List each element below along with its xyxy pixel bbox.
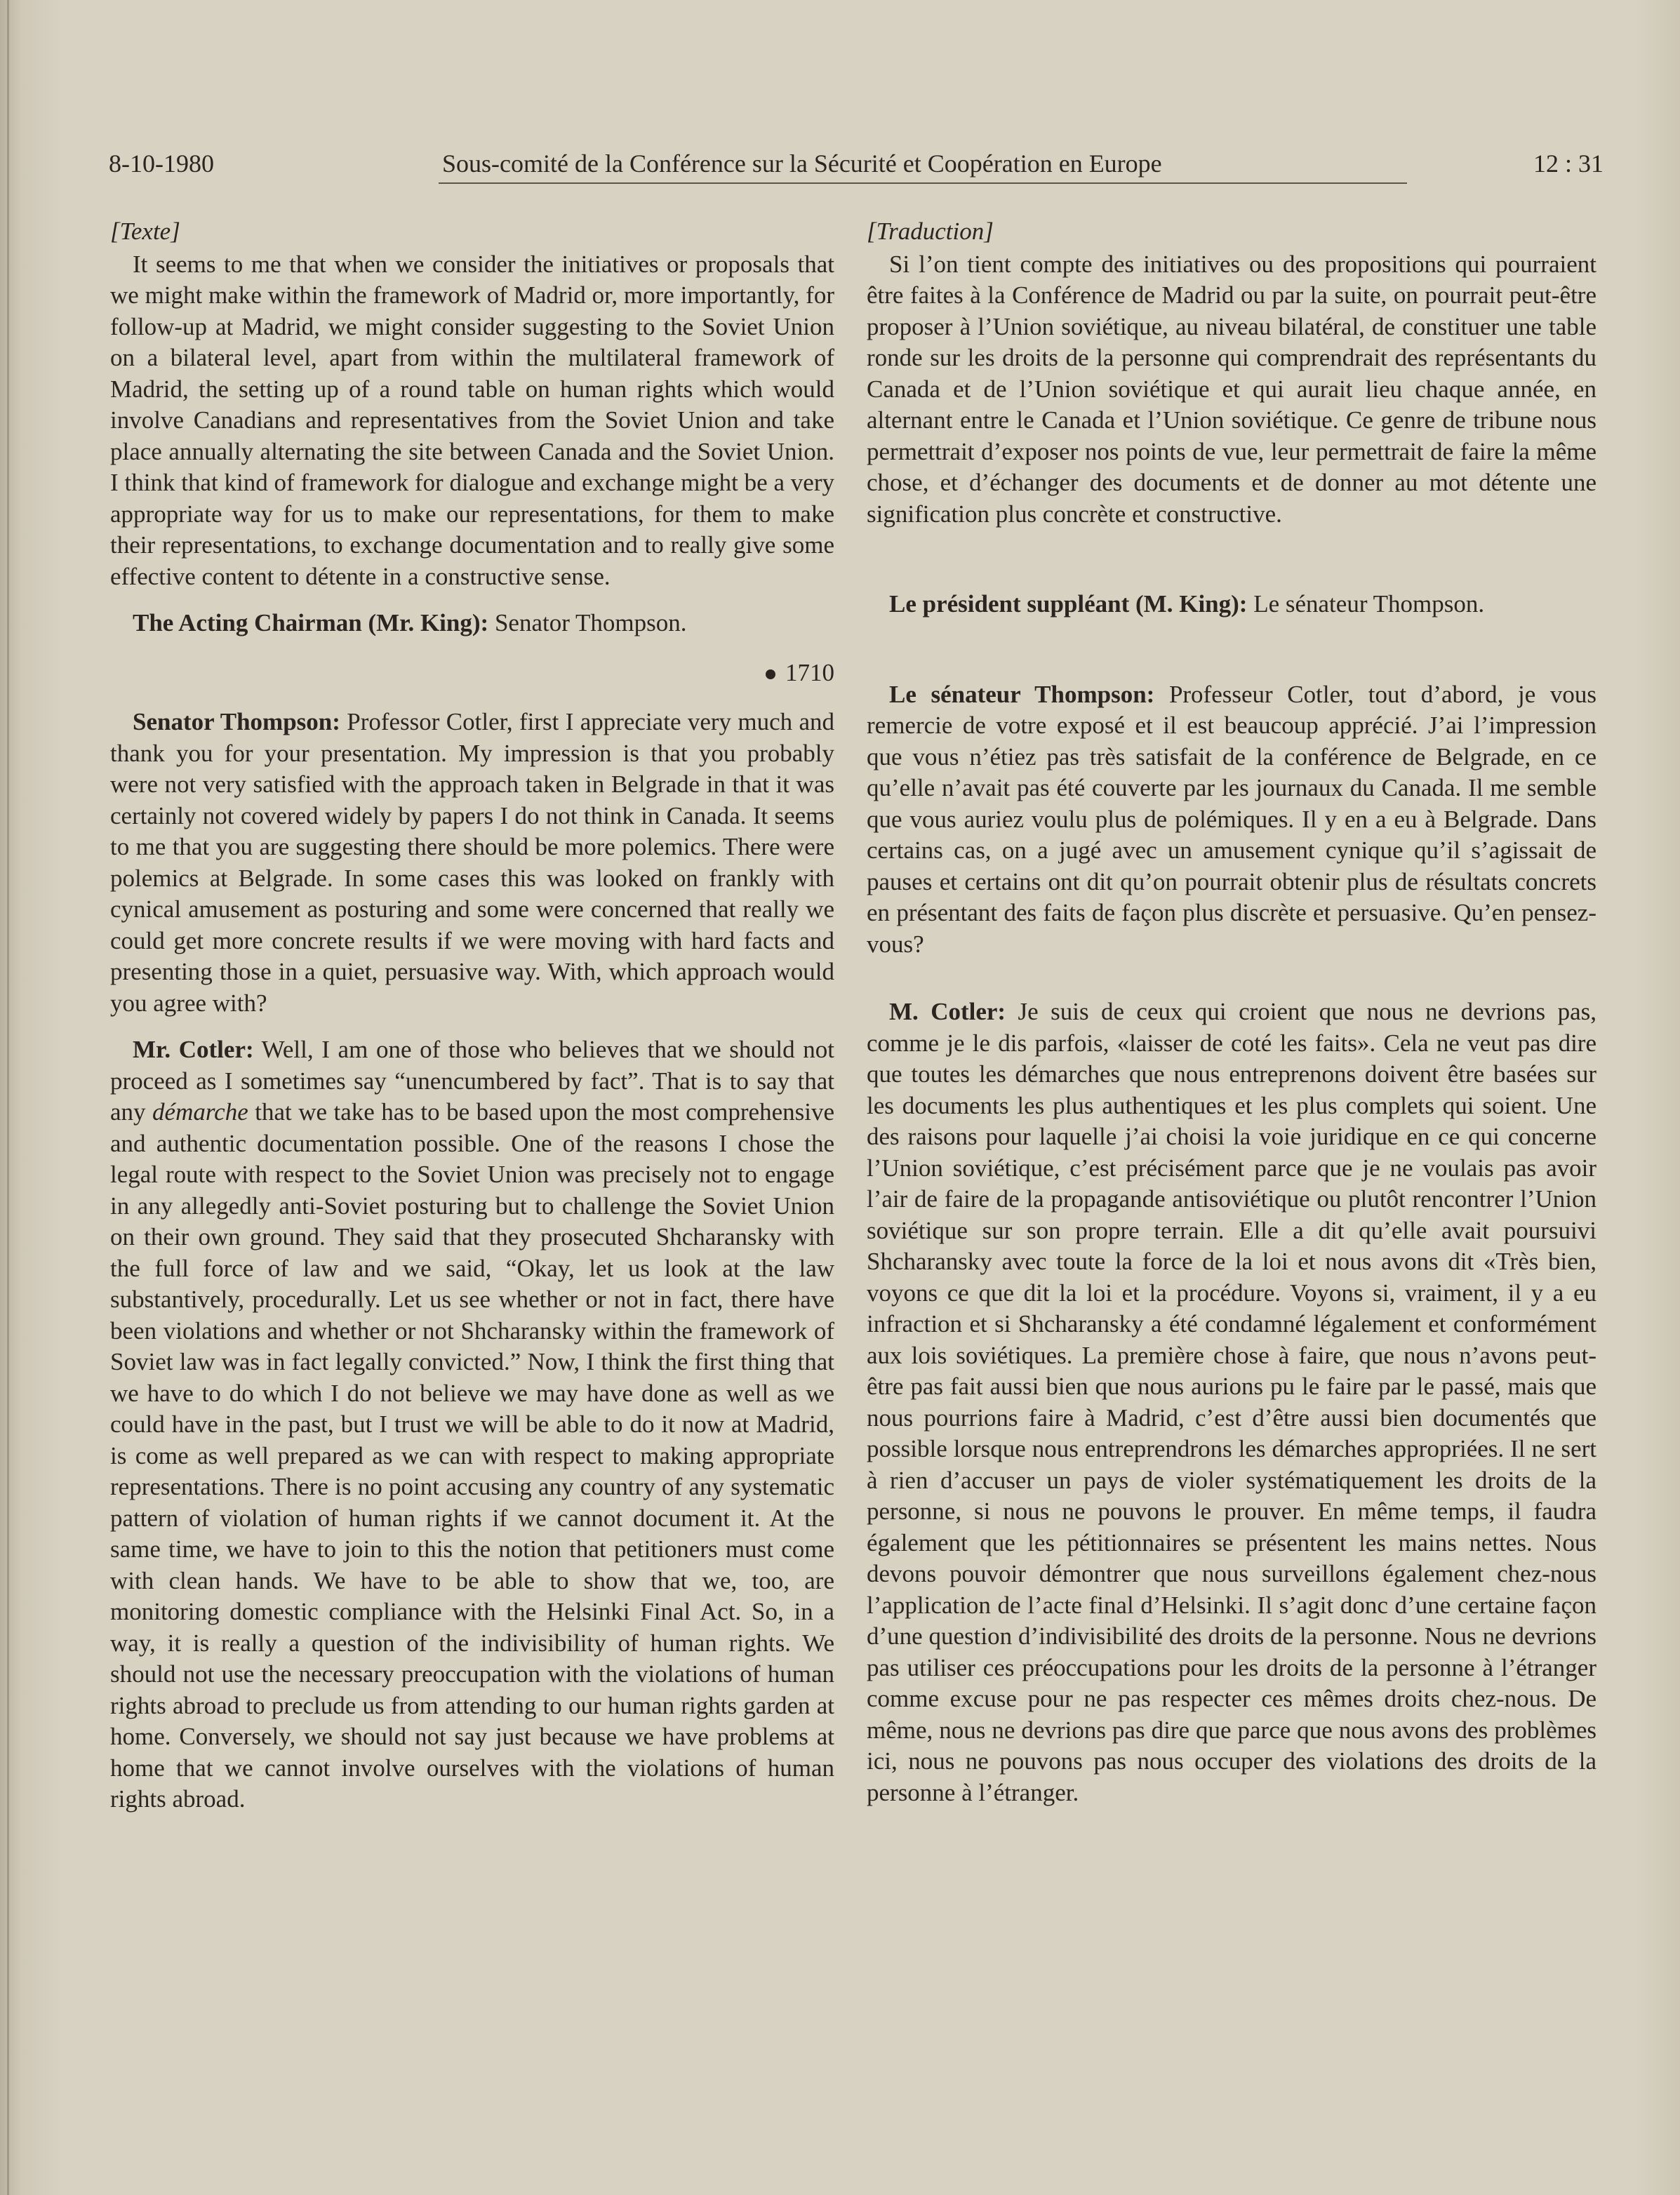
paragraph-opening-english: It seems to me that when we consider the initiatives or proposals that we might make within the framework of Madrid or, more importantly, for follow-up at Madrid, we might consider suggesting to the Soviet Union on a bilateral level, apart from within the multilateral framework of Madrid, the setting up of a round table on human rights which would involve Canadians and representatives from the Soviet Union and take place annually alternating the site between Canada and the Soviet Union. I think that kind of framework for dialogue and exchange might be a very appropriate way for us to make our representations, for them to make their representations, to exchange documentation and to really give some effective content to détente in a constructive sense. [110, 250, 834, 590]
language-label-french: [Traduction] [867, 218, 994, 245]
thompson-question-french [867, 679, 1596, 961]
cotler-answer-english [110, 1034, 834, 1815]
bullet-icon [766, 669, 775, 679]
page-header [109, 146, 1604, 185]
french-column [867, 216, 1596, 1824]
header-rule [439, 182, 1407, 184]
language-label-english: [Texte] [110, 218, 180, 245]
speaker-name: Senator Thompson: [133, 708, 340, 735]
speaker-name: Mr. Cotler: [133, 1036, 254, 1063]
speech-text: that we take has to be based upon the most comprehensive and authentic documentation possible. One of the reasons I chose the legal route with respect to the Soviet Union was precisely not to engage in any allegedly anti-Soviet posturing but to challenge the Soviet Union on their own ground. They said that they prosecuted Shcharansky with the full force of law and we said, “Okay, let us look at the law substantively, procedurally. Let us see whether or not in fact, there have been violations and whether or not Shcharansky within the framework of Soviet law was in fact legally convicted.” Now, I think the first thing that we have to do which I do not believe we may have done as well as we could have in the past, but I trust we will be able to do it now at Madrid, is come as well prepared as we can with respect to making appropriate representations. There is no point accusing any country of any systematic pattern of violation of human rights if we cannot document it. At the same time, we have to join to this the notion that petitioners must come with clean hands. We have to be able to show that we, too, are monitoring domestic compliance with the Helsinki Final Act. So, in a way, it is really a question of the indivisibility of human rights. We should not use the necessary preoccupation with the violations of human rights abroad to preclude us from attending to our human rights garden at home. Conversely, we should not say just because we have problems at home that we cannot involve ourselves with the violations of human rights abroad. [110, 1098, 834, 1813]
speaker-name: Le président suppléant (M. King): [889, 590, 1248, 618]
header-date: 8-10-1980 [109, 149, 214, 178]
speech-text: Professeur Cotler, tout d’abord, je vous remercie de votre exposé et il est beaucoup apprécié. J’ai l’impression que vous n’étiez pas très satisfait de la conférence de Belgrade, en ce qu’elle n’avait pas été couverte par les journaux du Canada. Il me semble que vous auriez voulu plus de polémiques. Il y en a eu à Belgrade. Dans certains cas, on a jugé avec un amusement cynique qu’il s’agissait de pauses et certains ont dit qu’on pourrait obtenir plus de résultats concrets en présentant des faits de façon plus discrète et persuasive. Qu’en pensez-vous? [867, 680, 1596, 958]
speech-text: Senator Thompson. [488, 609, 687, 636]
binding-edge [7, 0, 9, 2195]
english-column [110, 216, 834, 1831]
speaker-name: Le sénateur Thompson: [889, 680, 1155, 708]
speech-text: Le sénateur Thompson. [1247, 590, 1485, 618]
chair-remark-english [110, 608, 834, 639]
time-marker [110, 658, 834, 689]
speech-text: Professor Cotler, first I appreciate very much and thank you for your presentation. My impression is that you probably were not very satisfied with the approach taken in Belgrade in that it was certainly not covered widely by papers I do not think in Canada. It seems to me that you are suggesting there should be more polemics. There were polemics at Belgrade. In some cases this was looked on frankly with cynical amusement as posturing and some were concerned that really we could get more concrete results if we were moving with hard facts and presenting those in a quiet, persuasive way. With, which approach would you agree with? [110, 708, 834, 1017]
header-title: Sous-comité de la Conférence sur la Sécurité et Coopération en Europe [442, 149, 1162, 178]
speech-text: Je suis de ceux qui croient que nous ne devrions pas, comme je le dis parfois, «laisser de coté les faits». Cela ne veut pas dire que toutes les démarches que nous entreprenons doivent être basées sur les documents les plus authentiques et les plus complets qui soient. Une des raisons pour laquelle j’ai choisi la voie juridique en ce qui concerne l’Union soviétique, c’est précisément parce que je ne voulais pas avoir l’air de faire de la propagande antisoviétique ou plutôt rencontrer l’Union soviétique sur son propre terrain. Elle a dit qu’elle avait poursuivi Shcharansky avec toute la force de la loi et nous avons dit «Très bien, voyons ce que dit la loi et la procédure. Voyons si, vraiment, il y a eu infraction et si Shcharansky a été condamné légalement et conformément aux lois soviétiques. La première chose à faire, que nous n’avons peut-être pas fait aussi bien que nous aurions pu le faire par le passé, mais que nous pourrions faire à Madrid, c’est d’être aussi bien documentés que possible lorsque nous entreprendrons les démarches appropriées. Il ne sert à rien d’accuser un pays de violer systématiquement les droits de la personne, si nous ne pouvons le prouver. En même temps, il faudra également que les pétitionnaires se présentent les mains nettes. Nous devons pouvoir démontrer que nous surveillons également chez-nous l’application de l’acte final d’Helsinki. Il s’agit donc d’une certaine façon d’une question d’indivisibilité des droits de la personne. Nous ne devrions pas utiliser ces préoccupations pour les droits de la personne à l’étranger comme excuse pour ne pas respecter ces mêmes droits chez-nous. De même, nous ne devrions pas dire que parce que nous avons des problèmes ici, nous ne pouvons pas nous occuper des violations des droits de la personne à l’étranger. [867, 998, 1596, 1806]
time-value: 1710 [785, 658, 834, 686]
paragraph-opening-french: Si l’on tient compte des initiatives ou des propositions qui pourraient être faites à la Conférence de Madrid ou par la suite, on pourrait peut-être proposer à l’Union soviétique, au niveau bilatéral, de constituer une table ronde sur les droits de la personne qui comprendrait des représentants du Canada et de l’Union soviétique et qui aurait lieu chaque année, en alternant entre le Canada et l’Union soviétique. Ce genre de tribune nous permettrait d’exposer nos points de vue, leur permettrait de faire la même chose, et d’échanger des documents et de donner au mot détente une signification plus concrète et constructive. [867, 250, 1596, 528]
italic-term: démarche [152, 1098, 248, 1126]
cotler-answer-french [867, 996, 1596, 1808]
speaker-name: M. Cotler: [889, 998, 1006, 1025]
thompson-question-english [110, 707, 834, 1019]
header-page-number: 12 : 31 [1533, 149, 1604, 178]
speaker-name: The Acting Chairman (Mr. King): [133, 609, 489, 636]
speech-text: Well, I am one of those who believes that we should not proceed as I sometimes say “unencumbered by fact”. That is to say that any [110, 1036, 834, 1126]
chair-remark-french [867, 589, 1596, 620]
